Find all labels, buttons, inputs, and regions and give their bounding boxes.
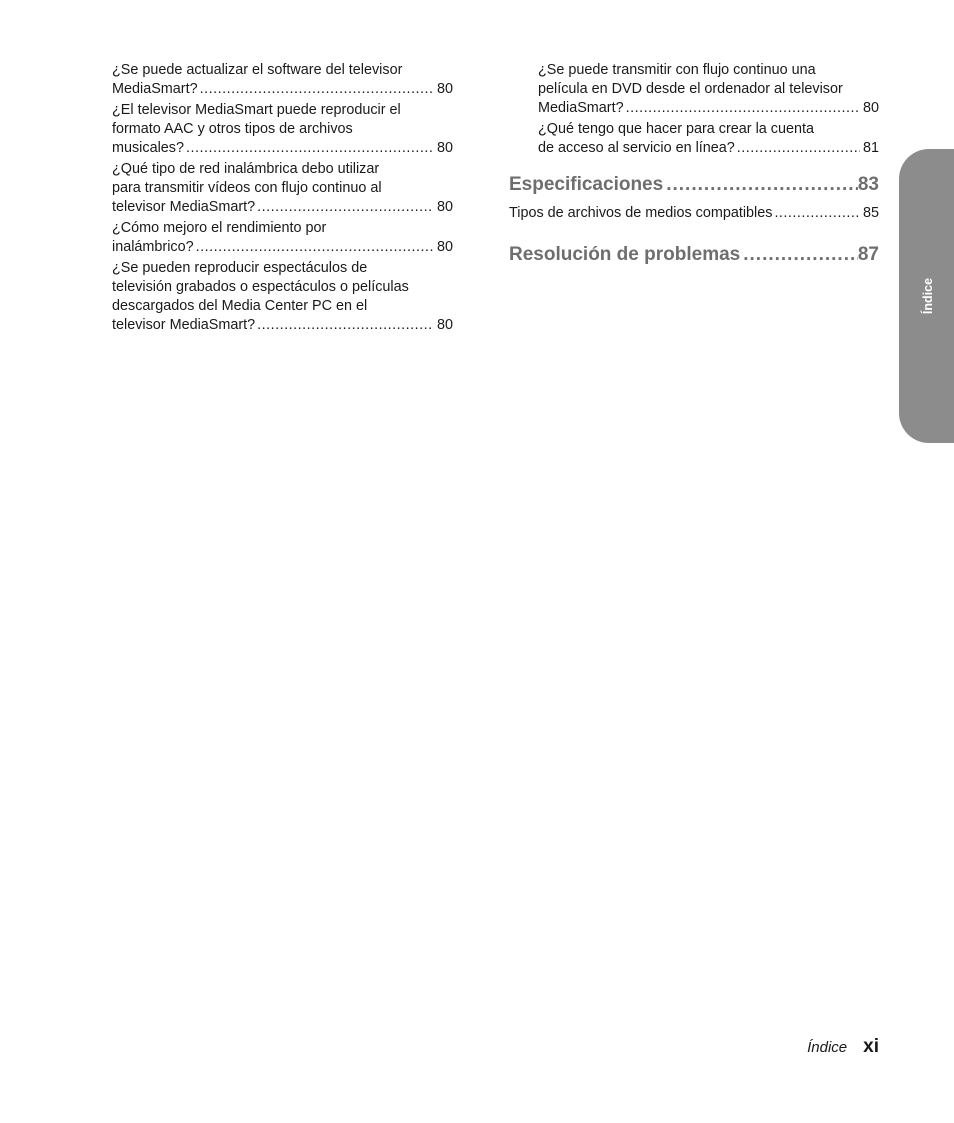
- dot-leader: [186, 139, 434, 158]
- toc-entry-formato-aac[interactable]: [112, 101, 453, 158]
- toc-page-number: 80: [862, 100, 879, 116]
- toc-entry-line: musicales?: [112, 140, 184, 156]
- dot-leader: [737, 139, 860, 158]
- toc-entry-line: ¿Cómo mejoro el rendimiento por: [112, 220, 327, 236]
- toc-page-number: 80: [436, 239, 453, 255]
- toc-entry-line: de acceso al servicio en línea?: [538, 140, 735, 156]
- toc-section-especificaciones[interactable]: [509, 173, 879, 197]
- toc-page-number: 80: [436, 317, 453, 333]
- toc-section-resolucion[interactable]: [509, 243, 879, 267]
- toc-entry-espectaculos-grabados[interactable]: [112, 259, 453, 335]
- toc-entry-actualizar-software[interactable]: [112, 61, 453, 99]
- toc-entry-tipos-archivos[interactable]: [509, 204, 879, 223]
- toc-page-number: 83: [857, 174, 879, 195]
- toc-page-number: 80: [436, 81, 453, 97]
- toc-entry-line: película en DVD desde el ordenador al televisor: [538, 81, 843, 97]
- toc-entry-line: Tipos de archivos de medios compatibles: [509, 205, 773, 221]
- footer-section-label: Índice: [807, 1039, 848, 1056]
- dot-leader: [196, 238, 434, 257]
- chapter-side-tab-label: Índice: [921, 277, 935, 315]
- toc-page-number: 81: [862, 140, 879, 156]
- dot-leader: [257, 198, 434, 217]
- toc-page-number: 80: [436, 199, 453, 215]
- toc-page-number: 87: [857, 244, 879, 265]
- toc-section-title: Especificaciones: [509, 174, 664, 195]
- toc-entry-line: ¿Se puede transmitir con flujo continuo una: [538, 62, 816, 78]
- toc-entry-line: ¿El televisor MediaSmart puede reproducir el: [112, 102, 401, 118]
- toc-right-column: [509, 61, 879, 267]
- toc-section-title: Resolución de problemas: [509, 244, 741, 265]
- toc-entry-red-inalambrica[interactable]: [112, 160, 453, 217]
- toc-entry-line: televisor MediaSmart?: [112, 199, 256, 215]
- toc-entry-line: MediaSmart?: [538, 100, 624, 116]
- toc-page-number: 85: [862, 205, 879, 221]
- dot-leader: [257, 316, 434, 335]
- toc-entry-line: inalámbrico?: [112, 239, 194, 255]
- footer-page-number: xi: [863, 1036, 879, 1057]
- toc-page-number: 80: [436, 140, 453, 156]
- toc-entry-line: televisión grabados o espectáculos o películas: [112, 279, 409, 295]
- toc-entry-line: para transmitir vídeos con flujo continuo al: [112, 180, 382, 196]
- dot-leader: [200, 80, 434, 99]
- dot-leader: [626, 99, 860, 118]
- toc-entry-line: descargados del Media Center PC en el: [112, 298, 368, 314]
- toc-entry-line: ¿Se pueden reproducir espectáculos de: [112, 260, 368, 276]
- dot-leader: [666, 173, 858, 197]
- toc-entry-line: MediaSmart?: [112, 81, 198, 97]
- toc-entry-line: ¿Qué tipo de red inalámbrica debo utilizar: [112, 161, 380, 177]
- toc-entry-line: televisor MediaSmart?: [112, 317, 256, 333]
- toc-entry-rendimiento[interactable]: [112, 219, 453, 257]
- dot-leader: [774, 204, 860, 223]
- page-footer: [807, 1036, 879, 1058]
- toc-entry-line: formato AAC y otros tipos de archivos: [112, 121, 353, 137]
- toc-left-column: [112, 61, 453, 337]
- toc-entry-line: ¿Qué tengo que hacer para crear la cuenta: [538, 121, 814, 137]
- toc-entry-line: ¿Se puede actualizar el software del televisor: [112, 62, 403, 78]
- dot-leader: [743, 243, 858, 267]
- toc-entry-dvd-flujo[interactable]: [509, 61, 879, 118]
- toc-entry-cuenta-acceso[interactable]: [509, 120, 879, 158]
